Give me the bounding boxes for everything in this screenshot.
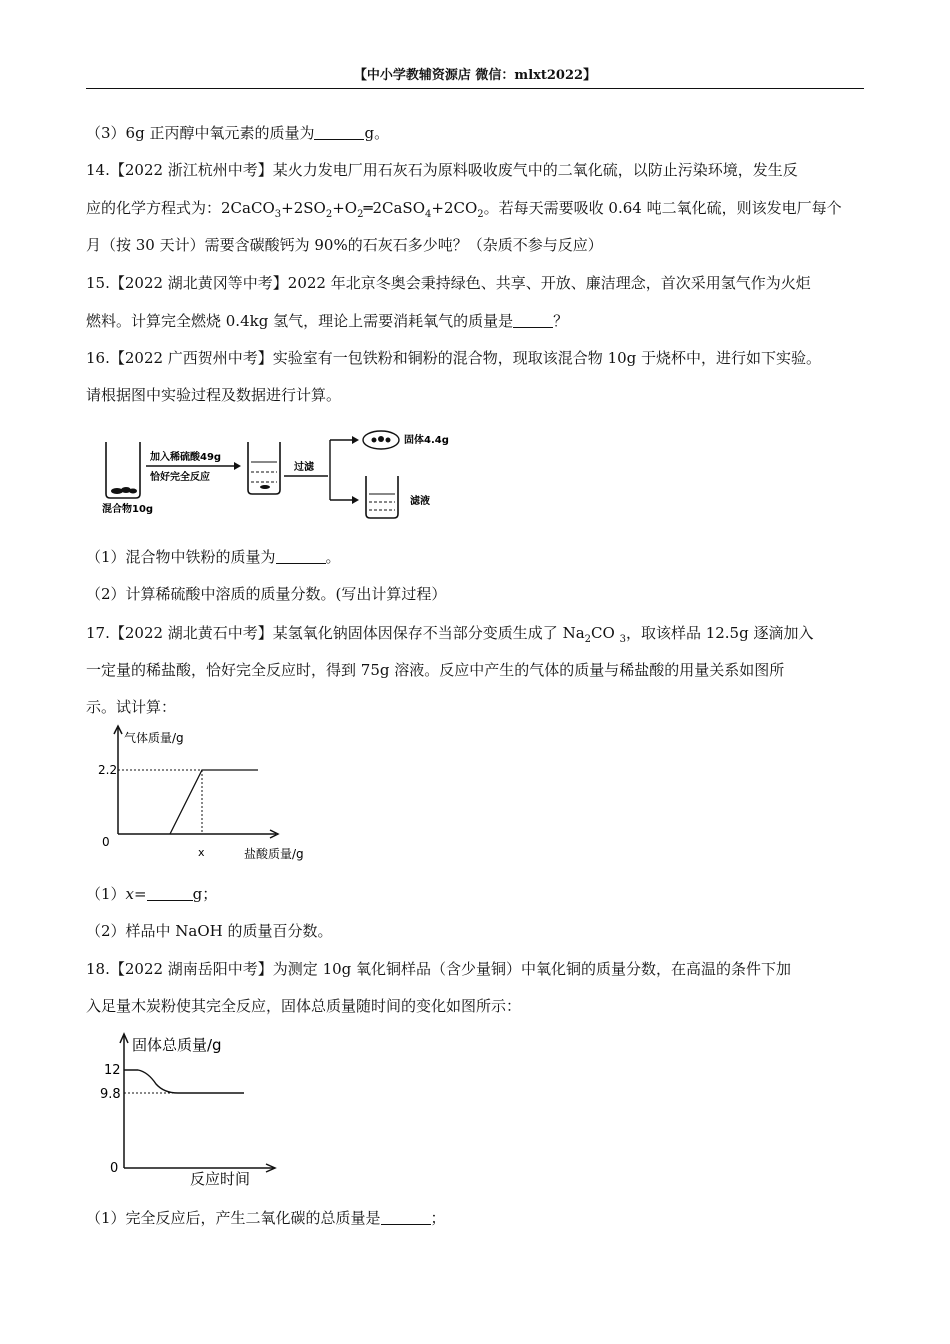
q15-line2-text: 燃料。计算完全燃烧 0.4kg 氢气，理论上需要消耗氧气的质量是 xyxy=(86,312,514,330)
q17-part2: （2）样品中 NaOH 的质量百分数。 xyxy=(86,922,333,940)
q18-part1 xyxy=(86,1207,446,1228)
xtick-label: x xyxy=(198,846,205,859)
subscript: 3 xyxy=(619,634,626,645)
subscript: 2 xyxy=(357,209,364,220)
beaker-reaction xyxy=(248,442,280,494)
q14-line3: 月（按 30 天计）需要含碳酸钙为 90%的石灰石多少吨？（杂质不参与反应） xyxy=(86,236,603,254)
filtrate-label: 滤液 xyxy=(410,496,430,507)
q13-part3 xyxy=(86,122,389,143)
subscript: 4 xyxy=(425,209,432,220)
experiment-diagram xyxy=(98,428,458,520)
q16-line1: 16.【2022 广西贺州中考】实验室有一包铁粉和铜粉的混合物，现取该混合物 10g 于烧杯中，进行如下实验。 xyxy=(86,349,822,367)
beaker-mixture xyxy=(106,442,140,498)
q17-line3: 示。试计算： xyxy=(86,698,177,716)
answer-blank[interactable] xyxy=(381,1209,431,1225)
y-axis-label: 气体质量/g xyxy=(124,731,184,745)
gas-curve xyxy=(170,770,258,834)
q14-eq-part: +2CO xyxy=(431,199,478,217)
gas-mass-chart xyxy=(90,722,330,867)
q15-line2 xyxy=(86,310,568,331)
q17-part1-text: （1） xyxy=(86,885,126,903)
ytick-label: 2.2 xyxy=(98,763,118,777)
step1-top-label: 加入稀硫酸49g xyxy=(150,452,222,463)
step2-label: 过滤 xyxy=(294,462,314,473)
arrowhead-icon xyxy=(352,496,359,504)
q17-part1 xyxy=(86,883,217,904)
q17-text: 17.【2022 湖北黄石中考】某氢氧化钠固体因保存不当部分变质生成了 Na xyxy=(86,624,585,642)
ytick-label: 0 xyxy=(110,1161,119,1176)
solid-mass-chart xyxy=(96,1030,286,1192)
answer-blank[interactable] xyxy=(513,312,553,328)
answer-blank[interactable] xyxy=(276,548,326,564)
q17-text: CO xyxy=(591,624,620,642)
q17-line1 xyxy=(86,622,813,645)
q15-line2-end: ？ xyxy=(553,312,569,330)
q16-part2: （2）计算稀硫酸中溶质的质量分数。(写出计算过程） xyxy=(86,585,447,603)
q15-line1: 15.【2022 湖北黄冈等中考】2022 年北京冬奥会秉持绿色、共享、开放、廉洁理念，首次采用氢气作为火炬 xyxy=(86,274,811,292)
ytick-label: 0 xyxy=(102,835,110,849)
answer-blank[interactable] xyxy=(314,124,364,140)
q14-eq-part: 应的化学方程式为：2CaCO xyxy=(86,199,275,217)
mixture-label: 混合物10g xyxy=(102,504,154,515)
x-axis-label: 盐酸质量/g xyxy=(244,847,304,861)
q16-line2: 请根据图中实验过程及数据进行计算。 xyxy=(86,386,342,404)
answer-blank[interactable] xyxy=(147,885,193,901)
q14-eq-part: ═2CaSO xyxy=(363,199,426,217)
equals-sign: = xyxy=(134,885,147,903)
variable-x: x xyxy=(125,885,135,903)
q13-part3-unit: g。 xyxy=(364,124,390,142)
solid-mass-curve xyxy=(124,1070,244,1093)
q17-text: ，取该样品 12.5g 逐滴加入 xyxy=(625,624,814,642)
ytick-label: 9.8 xyxy=(100,1087,121,1102)
q18-line1: 18.【2022 湖南岳阳中考】为测定 10g 氧化铜样品（含少量铜）中氧化铜的质量分数，在高温的条件下加 xyxy=(86,960,792,978)
x-axis-label: 反应时间 xyxy=(190,1170,251,1188)
q17-line2: 一定量的稀盐酸，恰好完全反应时，得到 75g 溶液。反应中产生的气体的质量与稀盐酸的用量关系如图所 xyxy=(86,661,785,679)
subscript: 2 xyxy=(584,634,592,645)
page-header: 【中小学教辅资源店 微信：mlxt2022】 xyxy=(353,68,597,83)
q17-part1-unit: g； xyxy=(192,885,218,903)
subscript: 3 xyxy=(274,209,282,220)
subscript: 2 xyxy=(325,209,333,220)
ytick-label: 12 xyxy=(104,1063,121,1078)
q14-line2 xyxy=(86,197,842,220)
q14-eq-part: +2SO xyxy=(281,199,326,217)
q16-part1-end: 。 xyxy=(325,548,341,566)
solid-label: 固体4.4g xyxy=(404,435,449,446)
q14-eq-part: 。若每天需要吸收 0.64 吨二氧化硫，则该发电厂每个 xyxy=(483,199,842,217)
q13-part3-text: （3）6g 正丙醇中氧元素的质量为 xyxy=(86,124,315,142)
q18-part1-text: （1）完全反应后，产生二氧化碳的总质量是 xyxy=(86,1209,381,1227)
arrowhead-icon xyxy=(352,436,359,444)
q16-part1 xyxy=(86,546,341,567)
q14-line1: 14.【2022 浙江杭州中考】某火力发电厂用石灰石为原料吸收废气中的二氧化硫，以防止污染环境，发生反 xyxy=(86,161,798,179)
q18-part1-end: ； xyxy=(430,1209,446,1227)
q16-part1-text: （1）混合物中铁粉的质量为 xyxy=(86,548,276,566)
dish-solid xyxy=(363,431,399,449)
q14-eq-part: +O xyxy=(332,199,358,217)
arrowhead-icon xyxy=(234,462,241,470)
beaker-filtrate xyxy=(366,476,398,518)
subscript: 2 xyxy=(477,209,484,220)
y-axis-label: 固体总质量/g xyxy=(132,1036,222,1054)
step1-bottom-label: 恰好完全反应 xyxy=(150,472,210,483)
header-divider xyxy=(86,88,864,89)
q18-line2: 入足量木炭粉使其完全反应，固体总质量随时间的变化如图所示： xyxy=(86,997,522,1015)
